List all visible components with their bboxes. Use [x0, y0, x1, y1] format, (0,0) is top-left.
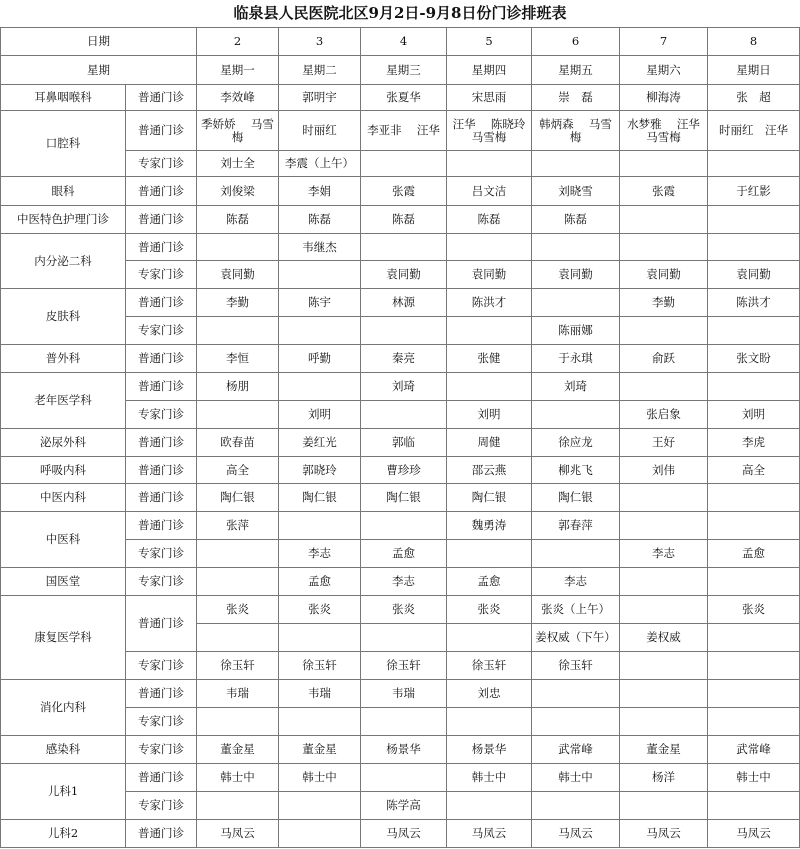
table-row [1, 512, 800, 540]
doctor-cell: 韩士中 [279, 764, 361, 792]
clinic-type-cell: 普通门诊 [126, 512, 197, 540]
doctor-cell: 俞跃 [620, 345, 708, 373]
doctor-cell: 韩士中 [197, 764, 279, 792]
doctor-cell: 马凤云 [361, 820, 447, 848]
doctor-cell: 孟愈 [447, 568, 532, 596]
doctor-cell: 刘明 [279, 401, 361, 429]
department-cell: 感染科 [1, 736, 126, 764]
clinic-type-cell: 专家门诊 [126, 317, 197, 345]
doctor-cell: 马凤云 [197, 820, 279, 848]
doctor-cell [279, 624, 361, 652]
doctor-cell [361, 708, 447, 736]
doctor-cell [279, 792, 361, 820]
doctor-cell [620, 317, 708, 345]
doctor-cell: 刘俊梁 [197, 177, 279, 206]
doctor-cell [708, 234, 800, 261]
doctor-cell [620, 512, 708, 540]
doctor-cell [532, 151, 620, 177]
doctor-cell [532, 540, 620, 568]
clinic-type-cell: 普通门诊 [126, 484, 197, 512]
doctor-cell [279, 261, 361, 289]
doctor-cell [620, 708, 708, 736]
table-row [1, 234, 800, 261]
doctor-cell: 姜权威（下午） [532, 624, 620, 652]
clinic-type-cell: 普通门诊 [126, 111, 197, 151]
clinic-type-cell: 专家门诊 [126, 261, 197, 289]
date-cell: 3 [279, 28, 361, 56]
doctor-cell: 魏勇涛 [447, 512, 532, 540]
doctor-cell: 张健 [447, 345, 532, 373]
doctor-cell: 时丽红 [279, 111, 361, 151]
department-cell: 儿科2 [1, 820, 126, 848]
doctor-cell: 陈磊 [532, 206, 620, 234]
doctor-cell: 陈洪才 [708, 289, 800, 317]
doctor-cell [708, 484, 800, 512]
clinic-type-cell: 普通门诊 [126, 85, 197, 111]
doctor-cell: 张 超 [708, 85, 800, 111]
doctor-cell: 张炎（上午） [532, 596, 620, 624]
doctor-cell [447, 792, 532, 820]
doctor-cell: 武常峰 [708, 736, 800, 764]
doctor-cell: 张炎 [361, 596, 447, 624]
doctor-cell: 韩炳森 马雪梅 [532, 111, 620, 151]
doctor-cell [197, 540, 279, 568]
table-row [1, 85, 800, 111]
doctor-cell [708, 151, 800, 177]
table-row [1, 429, 800, 457]
doctor-cell [447, 540, 532, 568]
date-cell: 8 [708, 28, 800, 56]
doctor-cell: 张启象 [620, 401, 708, 429]
table-row [1, 484, 800, 512]
page-title: 临泉县人民医院北区9月2日-9月8日份门诊排班表 [233, 4, 567, 22]
doctor-cell: 汪华 陈晓玲 马雪梅 [447, 111, 532, 151]
clinic-type-cell: 专家门诊 [126, 540, 197, 568]
doctor-cell [708, 568, 800, 596]
doctor-cell [620, 680, 708, 708]
clinic-type-cell: 普通门诊 [126, 680, 197, 708]
doctor-cell: 张文盼 [708, 345, 800, 373]
table-row [1, 345, 800, 373]
doctor-cell [197, 234, 279, 261]
doctor-cell: 姜红光 [279, 429, 361, 457]
doctor-cell [447, 151, 532, 177]
doctor-cell [620, 792, 708, 820]
clinic-type-cell: 普通门诊 [126, 373, 197, 401]
doctor-cell: 姜权威 [620, 624, 708, 652]
doctor-cell: 张萍 [197, 512, 279, 540]
doctor-cell: 张炎 [447, 596, 532, 624]
doctor-cell: 时丽红 汪华 [708, 111, 800, 151]
doctor-cell: 徐玉轩 [197, 652, 279, 680]
doctor-cell: 韦继杰 [279, 234, 361, 261]
weekday-header-label: 星期 [1, 56, 197, 85]
doctor-cell [197, 568, 279, 596]
schedule-table [0, 27, 800, 848]
doctor-cell: 陈磊 [361, 206, 447, 234]
doctor-cell [620, 206, 708, 234]
doctor-cell: 李娟 [279, 177, 361, 206]
doctor-cell: 李勤 [197, 289, 279, 317]
doctor-cell: 郭春萍 [532, 512, 620, 540]
doctor-cell: 刘琦 [532, 373, 620, 401]
header-row-weekdays [1, 56, 800, 85]
header-row-dates [1, 28, 800, 56]
doctor-cell [708, 206, 800, 234]
doctor-cell: 袁同勤 [197, 261, 279, 289]
table-row [1, 111, 800, 151]
doctor-cell: 郭明宇 [279, 85, 361, 111]
department-cell: 内分泌二科 [1, 234, 126, 289]
doctor-cell: 韩士中 [708, 764, 800, 792]
doctor-cell: 董金星 [620, 736, 708, 764]
department-cell: 老年医学科 [1, 373, 126, 429]
department-cell: 中医科 [1, 512, 126, 568]
doctor-cell: 袁同勤 [708, 261, 800, 289]
doctor-cell: 马凤云 [708, 820, 800, 848]
date-cell: 2 [197, 28, 279, 56]
clinic-type-cell: 普通门诊 [126, 289, 197, 317]
doctor-cell: 曹珍珍 [361, 457, 447, 484]
doctor-cell [620, 568, 708, 596]
doctor-cell [620, 373, 708, 401]
department-cell: 普外科 [1, 345, 126, 373]
doctor-cell: 周健 [447, 429, 532, 457]
doctor-cell: 武常峰 [532, 736, 620, 764]
doctor-cell: 柳海涛 [620, 85, 708, 111]
doctor-cell: 高全 [197, 457, 279, 484]
doctor-cell [532, 708, 620, 736]
doctor-cell [620, 234, 708, 261]
table-row [1, 568, 800, 596]
doctor-cell: 郭临 [361, 429, 447, 457]
date-cell: 7 [620, 28, 708, 56]
department-cell: 中医特色护理门诊 [1, 206, 126, 234]
doctor-cell: 徐应龙 [532, 429, 620, 457]
department-cell: 中医内科 [1, 484, 126, 512]
doctor-cell [708, 708, 800, 736]
doctor-cell: 马凤云 [532, 820, 620, 848]
doctor-cell: 郭晓玲 [279, 457, 361, 484]
doctor-cell: 袁同勤 [361, 261, 447, 289]
clinic-type-cell: 专家门诊 [126, 792, 197, 820]
doctor-cell [708, 792, 800, 820]
table-row [1, 736, 800, 764]
doctor-cell [361, 234, 447, 261]
doctor-cell: 林源 [361, 289, 447, 317]
doctor-cell: 陈磊 [447, 206, 532, 234]
table-row [1, 206, 800, 234]
doctor-cell: 袁同勤 [532, 261, 620, 289]
doctor-cell: 刘晓雪 [532, 177, 620, 206]
doctor-cell: 徐玉轩 [279, 652, 361, 680]
doctor-cell: 李志 [279, 540, 361, 568]
doctor-cell: 陈学高 [361, 792, 447, 820]
doctor-cell [197, 708, 279, 736]
department-cell: 皮肤科 [1, 289, 126, 345]
doctor-cell [447, 708, 532, 736]
clinic-type-cell: 普通门诊 [126, 596, 197, 652]
weekday-cell: 星期六 [620, 56, 708, 85]
doctor-cell: 杨景华 [361, 736, 447, 764]
doctor-cell: 陶仁银 [197, 484, 279, 512]
doctor-cell: 陈磊 [279, 206, 361, 234]
clinic-type-cell: 普通门诊 [126, 764, 197, 792]
doctor-cell [708, 317, 800, 345]
department-cell: 泌尿外科 [1, 429, 126, 457]
doctor-cell [279, 512, 361, 540]
doctor-cell [361, 624, 447, 652]
doctor-cell: 刘伟 [620, 457, 708, 484]
doctor-cell: 徐玉轩 [447, 652, 532, 680]
doctor-cell: 呼勤 [279, 345, 361, 373]
clinic-type-cell: 普通门诊 [126, 177, 197, 206]
department-cell: 呼吸内科 [1, 457, 126, 484]
doctor-cell: 韦瑞 [197, 680, 279, 708]
clinic-type-cell: 专家门诊 [126, 708, 197, 736]
doctor-cell: 张夏华 [361, 85, 447, 111]
table-row [1, 177, 800, 206]
doctor-cell: 刘明 [447, 401, 532, 429]
clinic-type-cell: 专家门诊 [126, 151, 197, 177]
doctor-cell: 孟愈 [279, 568, 361, 596]
doctor-cell: 董金星 [279, 736, 361, 764]
table-row [1, 373, 800, 401]
doctor-cell [361, 317, 447, 345]
table-row [1, 457, 800, 484]
weekday-cell: 星期一 [197, 56, 279, 85]
doctor-cell: 张炎 [197, 596, 279, 624]
weekday-cell: 星期五 [532, 56, 620, 85]
department-cell: 消化内科 [1, 680, 126, 736]
clinic-type-cell: 专家门诊 [126, 568, 197, 596]
department-cell: 国医堂 [1, 568, 126, 596]
doctor-cell: 欧春苗 [197, 429, 279, 457]
doctor-cell [620, 652, 708, 680]
clinic-type-cell: 普通门诊 [126, 234, 197, 261]
doctor-cell: 韦瑞 [361, 680, 447, 708]
doctor-cell: 袁同勤 [447, 261, 532, 289]
doctor-cell [279, 820, 361, 848]
doctor-cell: 季娇娇 马雪梅 [197, 111, 279, 151]
weekday-cell: 星期日 [708, 56, 800, 85]
doctor-cell: 马凤云 [620, 820, 708, 848]
doctor-cell: 陶仁银 [361, 484, 447, 512]
date-header-label: 日期 [1, 28, 197, 56]
doctor-cell: 李志 [620, 540, 708, 568]
department-cell: 眼科 [1, 177, 126, 206]
doctor-cell: 张炎 [279, 596, 361, 624]
doctor-cell: 杨景华 [447, 736, 532, 764]
doctor-cell [447, 373, 532, 401]
table-row [1, 680, 800, 708]
doctor-cell [361, 151, 447, 177]
doctor-cell: 陶仁银 [279, 484, 361, 512]
doctor-cell [197, 624, 279, 652]
department-cell: 耳鼻咽喉科 [1, 85, 126, 111]
doctor-cell [447, 624, 532, 652]
doctor-cell: 韦瑞 [279, 680, 361, 708]
clinic-type-cell: 专家门诊 [126, 401, 197, 429]
doctor-cell: 水梦雅 汪华 马雪梅 [620, 111, 708, 151]
doctor-cell [532, 401, 620, 429]
doctor-cell [361, 401, 447, 429]
doctor-cell [708, 373, 800, 401]
doctor-cell: 袁同勤 [620, 261, 708, 289]
weekday-cell: 星期四 [447, 56, 532, 85]
date-cell: 6 [532, 28, 620, 56]
doctor-cell: 张炎 [708, 596, 800, 624]
doctor-cell: 李震（上午） [279, 151, 361, 177]
doctor-cell: 刘忠 [447, 680, 532, 708]
doctor-cell: 张霞 [361, 177, 447, 206]
department-cell: 口腔科 [1, 111, 126, 177]
doctor-cell: 孟愈 [361, 540, 447, 568]
doctor-cell: 韩士中 [532, 764, 620, 792]
doctor-cell: 马凤云 [447, 820, 532, 848]
doctor-cell [620, 596, 708, 624]
table-row [1, 596, 800, 624]
clinic-type-cell: 专家门诊 [126, 652, 197, 680]
doctor-cell: 李勤 [620, 289, 708, 317]
doctor-cell [447, 234, 532, 261]
doctor-cell [361, 764, 447, 792]
doctor-cell [279, 708, 361, 736]
doctor-cell: 高全 [708, 457, 800, 484]
department-cell: 康复医学科 [1, 596, 126, 680]
doctor-cell: 徐玉轩 [532, 652, 620, 680]
weekday-cell: 星期三 [361, 56, 447, 85]
doctor-cell: 杨朋 [197, 373, 279, 401]
doctor-cell: 李志 [361, 568, 447, 596]
doctor-cell: 韩士中 [447, 764, 532, 792]
doctor-cell: 于红影 [708, 177, 800, 206]
doctor-cell [197, 792, 279, 820]
clinic-type-cell: 普通门诊 [126, 206, 197, 234]
doctor-cell: 李志 [532, 568, 620, 596]
doctor-cell [708, 512, 800, 540]
doctor-cell: 张霞 [620, 177, 708, 206]
doctor-cell: 李亚非 汪华 [361, 111, 447, 151]
clinic-type-cell: 普通门诊 [126, 457, 197, 484]
doctor-cell: 陈磊 [197, 206, 279, 234]
doctor-cell: 李效峰 [197, 85, 279, 111]
doctor-cell: 王好 [620, 429, 708, 457]
doctor-cell: 宋思雨 [447, 85, 532, 111]
date-cell: 5 [447, 28, 532, 56]
doctor-cell [279, 317, 361, 345]
clinic-type-cell: 普通门诊 [126, 429, 197, 457]
doctor-cell: 吕文洁 [447, 177, 532, 206]
doctor-cell: 董金星 [197, 736, 279, 764]
doctor-cell [279, 373, 361, 401]
doctor-cell: 陈宇 [279, 289, 361, 317]
table-row [1, 289, 800, 317]
doctor-cell [708, 680, 800, 708]
doctor-cell [447, 317, 532, 345]
doctor-cell: 崇 磊 [532, 85, 620, 111]
doctor-cell [620, 484, 708, 512]
doctor-cell: 徐玉轩 [361, 652, 447, 680]
doctor-cell: 于永琪 [532, 345, 620, 373]
doctor-cell: 柳兆飞 [532, 457, 620, 484]
doctor-cell [532, 234, 620, 261]
weekday-cell: 星期二 [279, 56, 361, 85]
doctor-cell [532, 792, 620, 820]
table-row [1, 820, 800, 848]
clinic-type-cell: 普通门诊 [126, 345, 197, 373]
doctor-cell: 陈丽娜 [532, 317, 620, 345]
doctor-cell: 李恒 [197, 345, 279, 373]
table-row [1, 764, 800, 792]
doctor-cell [708, 652, 800, 680]
doctor-cell [708, 624, 800, 652]
doctor-cell: 孟愈 [708, 540, 800, 568]
doctor-cell [197, 317, 279, 345]
doctor-cell [620, 151, 708, 177]
doctor-cell: 陶仁银 [532, 484, 620, 512]
doctor-cell: 刘明 [708, 401, 800, 429]
doctor-cell [532, 289, 620, 317]
doctor-cell: 杨洋 [620, 764, 708, 792]
doctor-cell: 刘琦 [361, 373, 447, 401]
department-cell: 儿科1 [1, 764, 126, 820]
doctor-cell [532, 680, 620, 708]
doctor-cell [361, 512, 447, 540]
date-cell: 4 [361, 28, 447, 56]
clinic-type-cell: 专家门诊 [126, 736, 197, 764]
doctor-cell: 邵云燕 [447, 457, 532, 484]
clinic-type-cell: 普通门诊 [126, 820, 197, 848]
doctor-cell: 陶仁银 [447, 484, 532, 512]
doctor-cell: 李虎 [708, 429, 800, 457]
doctor-cell: 秦亮 [361, 345, 447, 373]
doctor-cell: 陈洪才 [447, 289, 532, 317]
doctor-cell [197, 401, 279, 429]
doctor-cell: 刘士全 [197, 151, 279, 177]
